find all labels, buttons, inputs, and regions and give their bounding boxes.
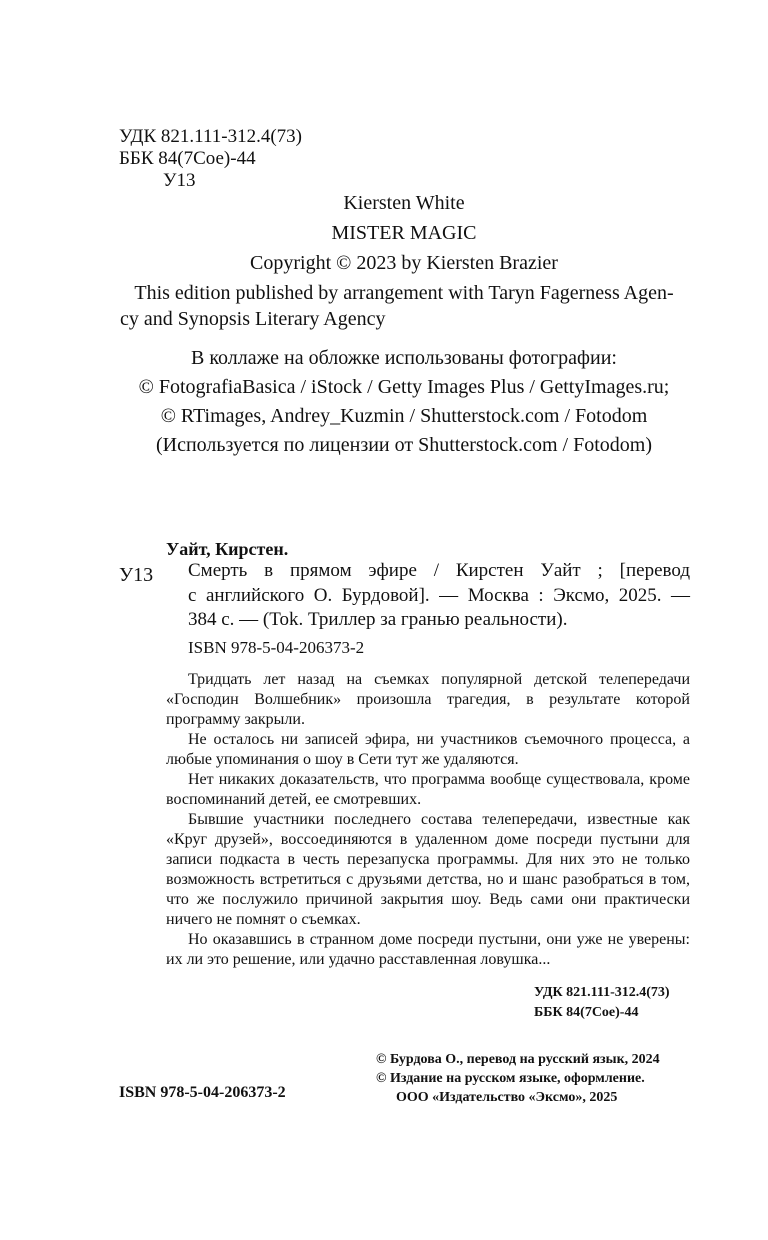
photo-credits-line-1: В коллаже на обложке использованы фотографии:	[191, 347, 617, 369]
classification-codes	[534, 983, 670, 1023]
photo-credits	[110, 344, 698, 460]
copyright-translation: © Бурдова О., перевод на русский язык, 2024	[376, 1052, 660, 1067]
annotation-paragraph: Не осталось ни записей эфира, ни участников съемочного процесса, а любые упоминания о шоу в Сети тут же удаляются.	[166, 731, 690, 768]
header-udk: УДК 821.111-312.4(73)	[119, 126, 302, 147]
catalog-card-isbn: ISBN 978-5-04-206373-2	[188, 638, 365, 657]
catalog-desc-line-1: Смерть в прямом эфире / Кирстен Уайт ; [перевод	[188, 560, 690, 581]
original-credits	[110, 190, 698, 332]
classification-bbk: ББК 84(7Сое)-44	[534, 1005, 639, 1020]
photo-credits-line-2: © FotografiaBasica / iStock / Getty Images Plus / GettyImages.ru;	[138, 376, 670, 398]
catalog-desc-line-3: 384 с. — (Tok. Триллер за гранью реальности).	[188, 609, 568, 630]
annotation-paragraph: Но оказавшись в странном доме посреди пустыни, они уже не уверены: их ли это решение, или удачно расставленная ловушка...	[166, 931, 690, 968]
annotation	[166, 670, 690, 970]
header-bbk: ББК 84(7Сое)-44	[119, 148, 256, 169]
catalog-desc-line-2: с английского О. Бурдовой]. — Москва : Эксмо, 2025. —	[188, 584, 690, 606]
photo-credits-line-4: (Используется по лицензии от Shutterstock.com / Fotodom)	[155, 434, 652, 456]
annotation-paragraph: Бывшие участники последнего состава телепередачи, известные как «Круг друзей», воссоединяются в удаленном доме посреди пустыни для записи подкаста в честь перезапуска программы. Для них это не только возможность встретиться с друзьями детства, но и шанс разобраться в том, что же послужило причиной закрытия шоу. Ведь сами они практически ничего не помнят о съемках.	[166, 811, 690, 928]
edition-line-2: cy and Synopsis Literary Agency	[120, 308, 386, 330]
original-title: MISTER MAGIC	[331, 222, 477, 244]
catalog-card-description	[188, 559, 690, 633]
catalog-card-code: У13	[119, 564, 154, 586]
photo-credits-line-3: © RTimages, Andrey_Kuzmin / Shutterstock.com / Fotodom	[160, 405, 648, 427]
footer-copyrights	[376, 1050, 660, 1107]
header-code: У13	[163, 170, 196, 191]
annotation-paragraph: Тридцать лет назад на съемках популярной детской телепередачи «Господин Волшебник» произошла трагедия, в результате которой программу закрыли.	[166, 671, 690, 728]
original-copyright: Copyright © 2023 by Kiersten Brazier	[250, 252, 558, 274]
edition-line-1: This edition published by arrangement with Taryn Fagerness Agen-	[134, 282, 674, 304]
header-classification	[119, 126, 302, 192]
original-author: Kiersten White	[343, 192, 465, 214]
classification-udk: УДК 821.111-312.4(73)	[534, 985, 670, 1000]
catalog-card-author: Уайт, Кирстен.	[166, 539, 289, 559]
copyright-edition-line-2: ООО «Издательство «Эксмо», 2025	[396, 1090, 618, 1105]
copyright-edition-line-1: © Издание на русском языке, оформление.	[376, 1071, 645, 1086]
annotation-paragraph: Нет никаких доказательств, что программа вообще существовала, кроме воспоминаний детей, ее смотревших.	[166, 771, 690, 808]
footer-isbn: ISBN 978-5-04-206373-2	[119, 1084, 286, 1101]
